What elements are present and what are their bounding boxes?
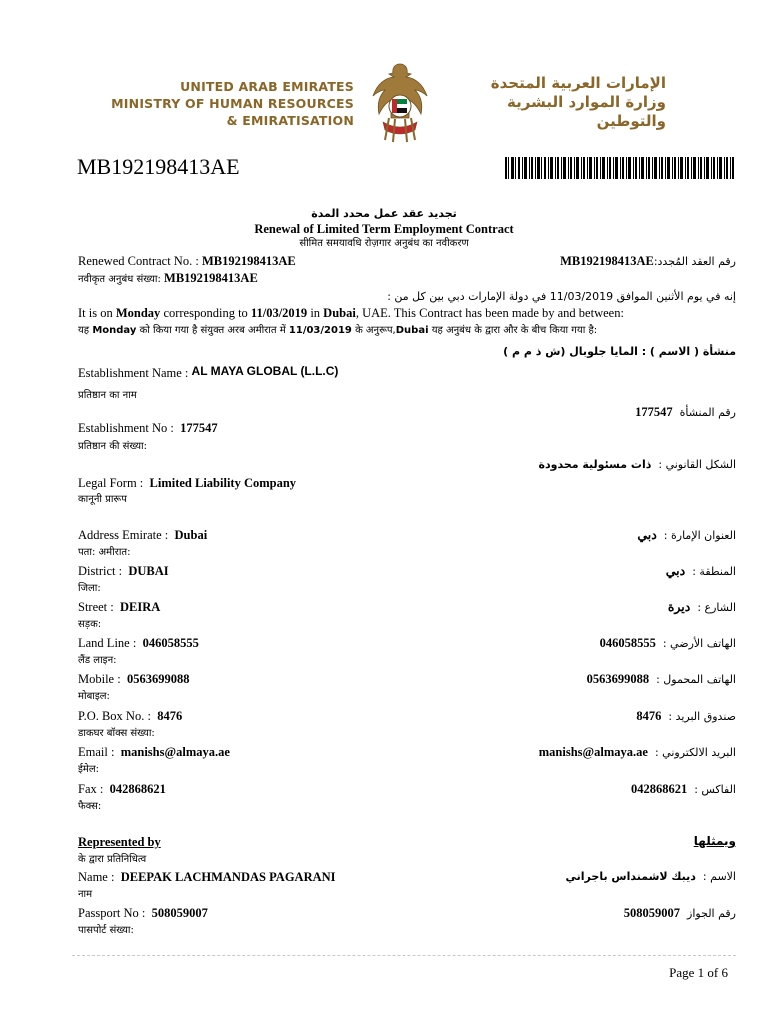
representative-name-value: DEEPAK LACHMANDAS PAGARANI xyxy=(120,870,336,884)
intro-hi-day: Monday xyxy=(92,325,137,336)
page-number: Page 1 of 6 xyxy=(669,965,728,980)
renewed-contract-en xyxy=(78,254,296,269)
ministry-name-english xyxy=(110,79,354,128)
ministry-en-line2: MINISTRY OF HUMAN RESOURCES xyxy=(111,96,354,111)
intro-en-day: Monday xyxy=(115,306,161,320)
passport-value: 508059007 xyxy=(151,906,208,920)
address-row-hi: मोबाइल: xyxy=(78,691,110,702)
address-row-hi: सड़क: xyxy=(78,619,102,630)
address-row-en xyxy=(78,564,169,579)
legal-form-label-ar: الشكل القانوني : xyxy=(658,458,736,471)
address-row-en xyxy=(78,709,182,724)
address-value-ar: دبي xyxy=(665,564,686,578)
intro-en-part: It is on xyxy=(78,306,113,320)
passport-label-ar: رقم الجواز xyxy=(687,907,736,920)
renewed-value: MB192198413AE xyxy=(201,254,296,268)
address-value: 0563699088 xyxy=(126,672,190,686)
renewed-contract-ar xyxy=(440,254,736,269)
address-row-en xyxy=(78,745,230,760)
address-row-en xyxy=(78,600,160,615)
address-row-hi: फैक्स: xyxy=(78,801,102,812)
address-value-ar: manishs@almaya.ae xyxy=(538,745,648,759)
address-value: 8476 xyxy=(157,709,183,723)
address-value-ar: 8476 xyxy=(636,709,662,723)
establishment-name-en xyxy=(78,366,338,381)
renewed-label-ar: رقم العقد المُجدد: xyxy=(653,255,736,268)
address-row-ar xyxy=(420,600,736,615)
establishment-no-value-ar: 177547 xyxy=(635,405,673,419)
intro-hindi xyxy=(78,324,597,337)
address-row-ar xyxy=(420,782,736,797)
address-row-ar xyxy=(420,636,736,651)
address-value-ar: ديرة xyxy=(667,600,691,614)
barcode-icon xyxy=(505,157,734,179)
passport-no-en xyxy=(78,906,208,921)
address-row-hi: ईमेल: xyxy=(78,764,100,775)
passport-value-ar: 508059007 xyxy=(623,906,681,920)
represented-heading-ar: ويمثلها xyxy=(693,834,736,848)
address-label: P.O. Box No. : xyxy=(78,709,151,723)
ministry-ar-line1: الإمارات العربية المتحدة xyxy=(490,74,666,92)
address-label-ar: الفاكس : xyxy=(694,783,736,796)
legal-form-value-ar: ذات مسئولية محدودة xyxy=(538,458,652,471)
renewed-value-hi: MB192198413AE xyxy=(164,271,258,285)
intro-hi-city: Dubai xyxy=(395,325,429,336)
address-label-ar: الهاتف الأرضي : xyxy=(662,637,736,650)
intro-hi-part: यह xyxy=(78,325,90,336)
representative-name-label-ar: الاسم : xyxy=(702,870,736,883)
address-value: 042868621 xyxy=(109,782,166,796)
address-label: Address Emirate : xyxy=(78,528,169,542)
address-row-en xyxy=(78,636,199,651)
establishment-name-label: Establishment Name : xyxy=(78,366,189,380)
address-value-ar: 0563699088 xyxy=(586,672,650,686)
representative-name-en xyxy=(78,870,336,885)
address-value: DEIRA xyxy=(120,600,161,614)
address-label-ar: صندوق البريد : xyxy=(668,710,736,723)
intro-arabic: إنه في يوم الأثنين الموافق 11/03/2019 في دولة الإمارات دبي بين كل من : xyxy=(387,290,736,303)
establishment-no-ar xyxy=(500,405,736,420)
footer-divider xyxy=(72,955,736,956)
address-value: 046058555 xyxy=(142,636,199,650)
uae-emblem-icon xyxy=(365,62,435,144)
address-label: Email : xyxy=(78,745,115,759)
address-value-ar: 046058555 xyxy=(599,636,656,650)
ministry-ar-line2: وزارة الموارد البشرية xyxy=(507,93,666,111)
title-hindi: सीमित समयावधि रोज़गार अनुबंध का नवीकरण xyxy=(299,238,469,249)
intro-en-part: corresponding to xyxy=(163,306,248,320)
ministry-ar-line3: والتوطين xyxy=(596,112,666,130)
address-row-ar xyxy=(420,745,736,760)
legal-form-label: Legal Form : xyxy=(78,476,144,490)
address-row-ar xyxy=(420,564,736,579)
address-value-ar: 042868621 xyxy=(630,782,688,796)
renewed-label: Renewed Contract No. : xyxy=(78,254,199,268)
establishment-name-value: AL MAYA GLOBAL (L.L.C) xyxy=(191,364,339,378)
address-row-hi: पता: अमीरात: xyxy=(78,547,131,558)
legal-form-ar xyxy=(450,458,736,472)
legal-form-en xyxy=(78,476,296,491)
establishment-name-ar: منشأة ( الاسم ) : المايا جلوبال (ش ذ م م ) xyxy=(503,345,736,358)
representative-name-hi: नाम xyxy=(78,889,93,900)
address-label-ar: العنوان الإمارة : xyxy=(663,529,736,542)
address-label-ar: المنطقة : xyxy=(692,565,736,578)
intro-en-city: Dubai xyxy=(323,306,356,320)
address-row-hi: जिला: xyxy=(78,583,101,594)
contract-reference: MB192198413AE xyxy=(77,154,240,179)
representative-name-ar xyxy=(420,870,736,884)
address-row-ar xyxy=(420,672,736,687)
address-value: DUBAI xyxy=(128,564,169,578)
ministry-en-line3: & EMIRATISATION xyxy=(226,113,354,128)
intro-english xyxy=(78,306,624,321)
establishment-no-label-ar: رقم المنشأة xyxy=(679,406,736,419)
representative-name-label: Name : xyxy=(78,870,115,884)
legal-form-hi: कानूनी प्रारूप xyxy=(78,494,127,505)
title-arabic: تجديد عقد عمل محدد المدة xyxy=(311,207,457,220)
renewed-label-hi: नवीकृत अनुबंध संख्या: xyxy=(78,274,161,285)
intro-en-part: , UAE. This Contract has been made by and between: xyxy=(355,306,624,320)
intro-hi-date: 11/03/2019 xyxy=(288,325,352,336)
ministry-en-line1: UNITED ARAB EMIRATES xyxy=(180,79,354,94)
renewed-value-ar: MB192198413AE xyxy=(560,254,654,268)
address-row-ar xyxy=(420,709,736,724)
address-row-ar xyxy=(420,528,736,543)
address-row-hi: लैंड लाइन: xyxy=(78,655,117,666)
address-label: Fax : xyxy=(78,782,104,796)
intro-hi-part: के अनुरूप, xyxy=(355,325,396,336)
address-row-en xyxy=(78,528,207,543)
establishment-no-label: Establishment No : xyxy=(78,421,174,435)
passport-no-hi: पासपोर्ट संख्या: xyxy=(78,925,134,936)
intro-en-date: 11/03/2019 xyxy=(250,306,308,320)
address-label: Land Line : xyxy=(78,636,137,650)
title-english: Renewal of Limited Term Employment Contract xyxy=(254,222,514,236)
intro-en-part: in xyxy=(310,306,321,320)
address-label: Street : xyxy=(78,600,114,614)
establishment-no-en xyxy=(78,421,218,436)
intro-hi-part: यह अनुबंध के द्वारा और के बीच किया गया है: xyxy=(431,325,598,336)
ministry-name-arabic xyxy=(444,74,666,131)
address-label: District : xyxy=(78,564,123,578)
represented-heading-hi: के द्वारा प्रतिनिधित्व xyxy=(78,854,147,865)
legal-form-value: Limited Liability Company xyxy=(149,476,297,490)
passport-label: Passport No : xyxy=(78,906,146,920)
address-row-hi: डाकघर बॉक्स संख्या: xyxy=(78,728,155,739)
renewed-contract-hi xyxy=(78,271,258,286)
address-label-ar: الهاتف المحمول : xyxy=(656,673,736,686)
address-row-en xyxy=(78,782,166,797)
address-label-ar: البريد الالكتروني : xyxy=(654,746,736,759)
representative-name-value-ar: ديبك لاشمنداس باجراني xyxy=(565,870,696,883)
address-value-ar: دبي xyxy=(637,528,657,542)
address-label: Mobile : xyxy=(78,672,121,686)
address-value: Dubai xyxy=(174,528,208,542)
passport-no-ar xyxy=(500,906,736,921)
address-value: manishs@almaya.ae xyxy=(120,745,230,759)
establishment-no-value: 177547 xyxy=(180,421,218,435)
establishment-no-hi: प्रतिष्ठान की संख्या: xyxy=(78,441,148,452)
address-label-ar: الشارع : xyxy=(697,601,736,614)
intro-hi-part: को किया गया है संयुक्त अरब अमीरात में xyxy=(139,325,286,336)
represented-heading-en: Represented by xyxy=(78,835,161,849)
address-row-en xyxy=(78,672,189,687)
establishment-name-hi: प्रतिष्ठान का नाम xyxy=(78,390,137,401)
